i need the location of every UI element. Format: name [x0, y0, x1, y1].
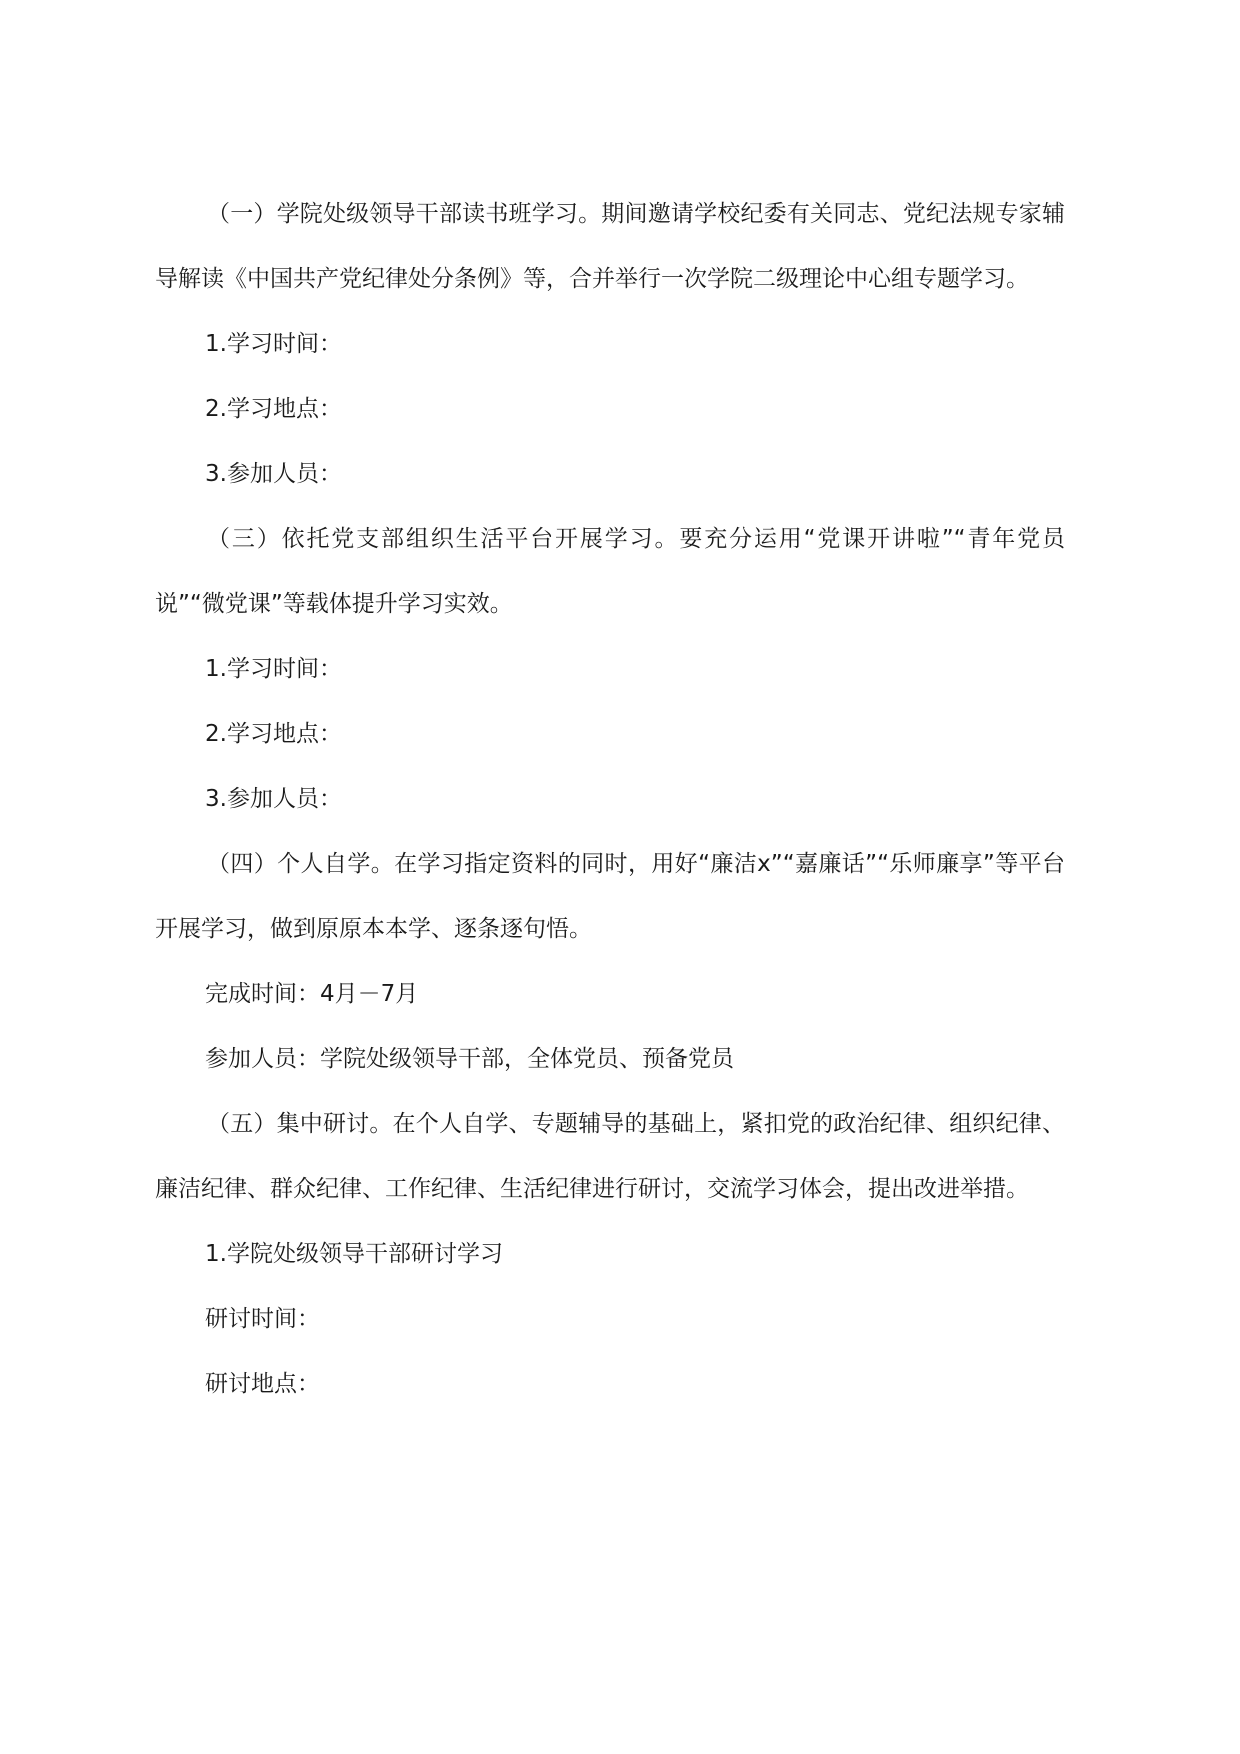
paragraph-participants: 3.参加人员： [205, 461, 342, 487]
document-body [155, 182, 1065, 1417]
paragraph-study-time: 1.学习时间： [205, 331, 342, 357]
paragraph-leaders-discussion: 1.学院处级领导干部研讨学习 [205, 1241, 503, 1267]
paragraph-branch-platform: （三）依托党支部组织生活平台开展学习。要充分运用“党课开讲啦”“青年党员说”“微党课”等载体提升学习实效。 [155, 526, 1065, 617]
paragraph-participants-self-study: 参加人员：学院处级领导干部，全体党员、预备党员 [205, 1046, 734, 1072]
paragraph-completion-time: 完成时间：4月－7月 [205, 981, 419, 1007]
paragraph-reading-class: （一）学院处级领导干部读书班学习。期间邀请学校纪委有关同志、党纪法规专家辅导解读《中国共产党纪律处分条例》等，合并举行一次学院二级理论中心组专题学习。 [155, 201, 1065, 292]
paragraph-discussion-time: 研讨时间： [205, 1306, 320, 1332]
paragraph-self-study: （四）个人自学。在学习指定资料的同时，用好“廉洁x”“嘉廉话”“乐师廉享”等平台开展学习，做到原原本本学、逐条逐句悟。 [155, 851, 1065, 942]
paragraph-group-discussion: （五）集中研讨。在个人自学、专题辅导的基础上，紧扣党的政治纪律、组织纪律、廉洁纪律、群众纪律、工作纪律、生活纪律进行研讨，交流学习体会，提出改进举措。 [155, 1111, 1065, 1202]
paragraph-study-location: 2.学习地点： [205, 721, 342, 747]
paragraph-discussion-location: 研讨地点： [205, 1371, 320, 1397]
paragraph-study-location: 2.学习地点： [205, 396, 342, 422]
paragraph-participants: 3.参加人员： [205, 786, 342, 812]
paragraph-study-time: 1.学习时间： [205, 656, 342, 682]
